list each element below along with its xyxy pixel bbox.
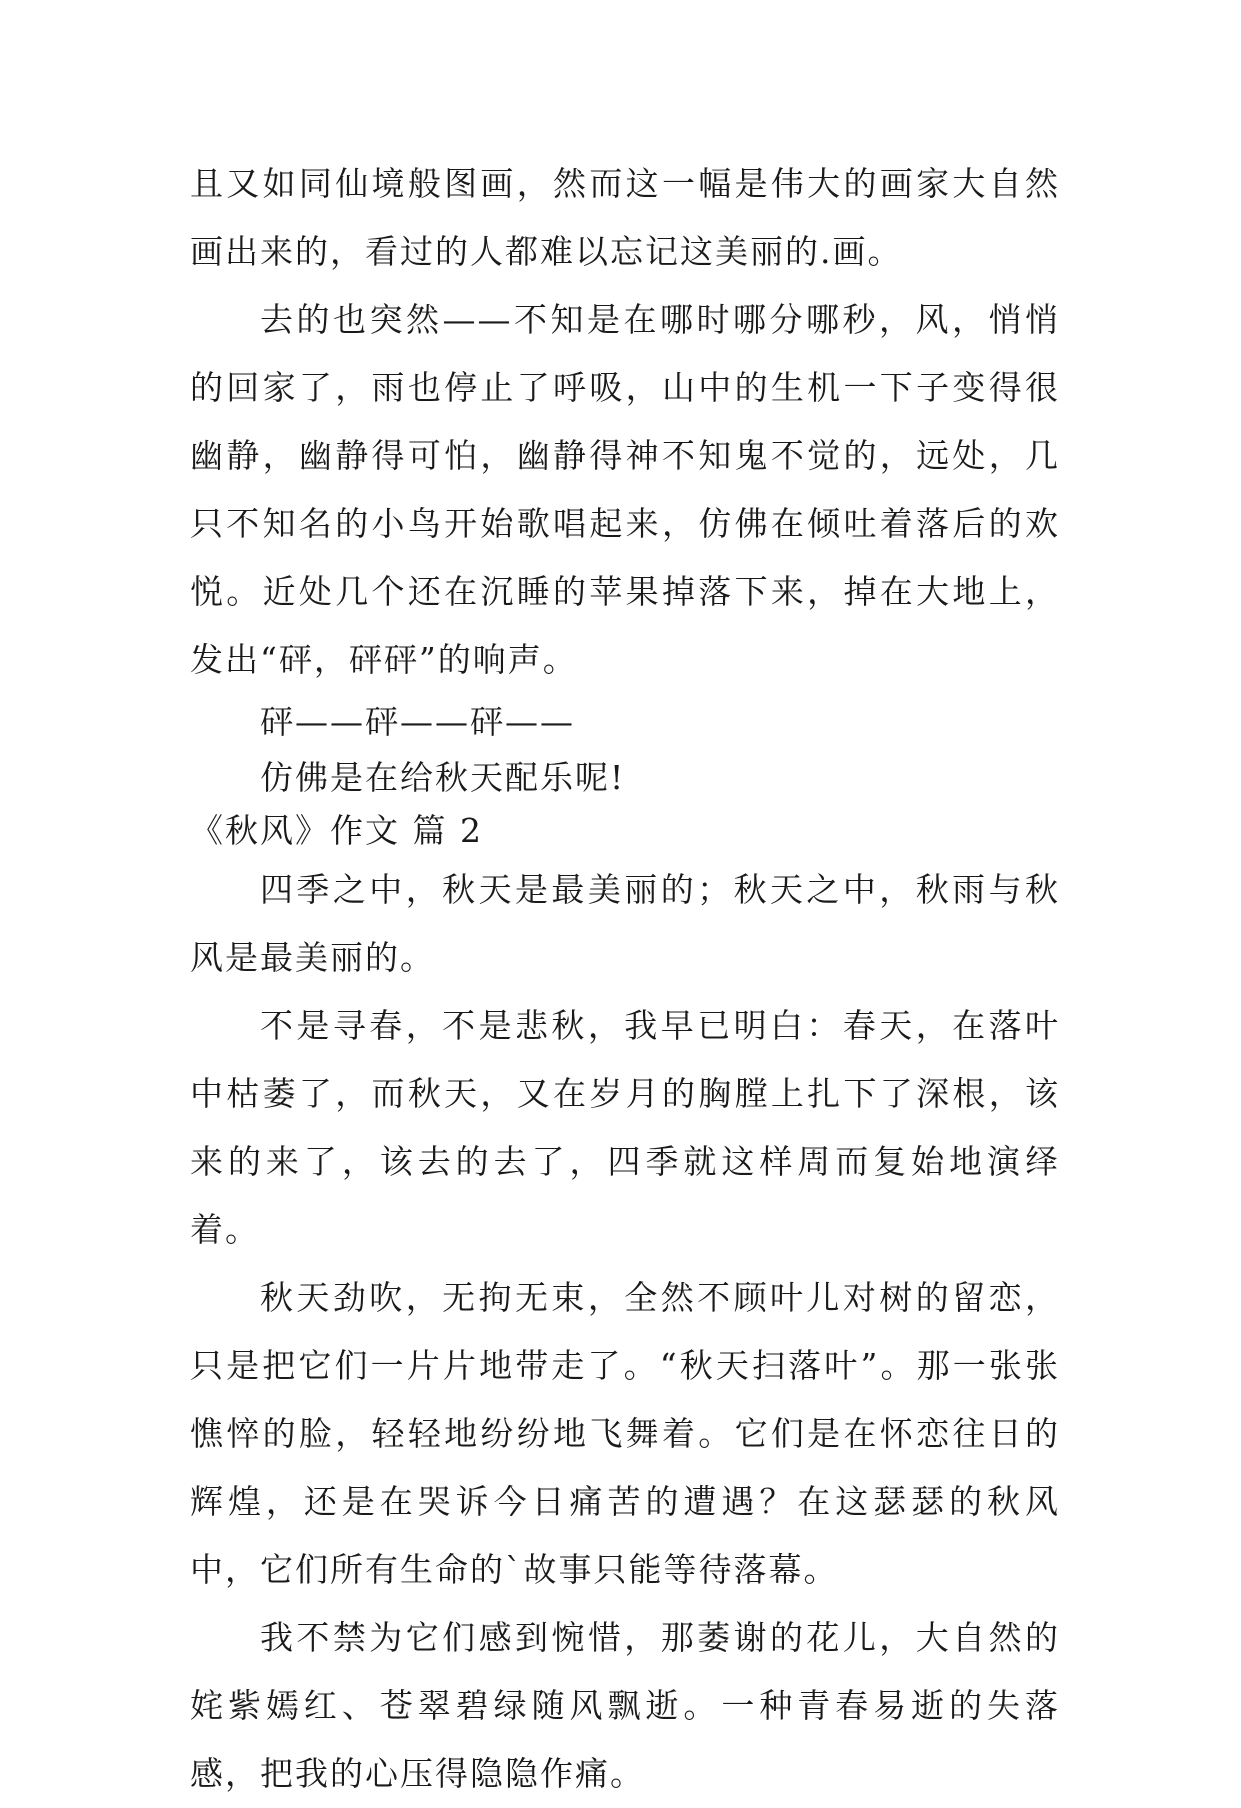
paragraph-music: 仿佛是在给秋天配乐呢! xyxy=(260,758,626,797)
essay-body xyxy=(190,150,1060,1808)
paragraph-not-spring: 不是寻春，不是悲秋，我早已明白：春天，在落叶中枯萎了，而秋天，又在岁月的胸膛上扎下了深根，该来的来了，该去的去了，四季就这样周而复始地演绎着。 xyxy=(190,1006,1060,1249)
section-heading: 《秋风》作文 篇 2 xyxy=(190,811,483,850)
paragraph-seasons: 四季之中，秋天是最美丽的；秋天之中，秋雨与秋风是最美丽的。 xyxy=(190,870,1060,977)
paragraph-autumn-wind: 秋天劲吹，无拘无束，全然不顾叶儿对树的留恋，只是把它们一片片地带走了。“秋天扫落叶”。那一张张憔悴的脸，轻轻地纷纷地飞舞着。它们是在怀恋往日的辉煌，还是在哭诉今日痛苦的遭遇？在这瑟瑟的秋风中，它们所有生命的`故事只能等待落幕。 xyxy=(190,1278,1060,1589)
paragraph-onomatopoeia: 砰——砰——砰—— xyxy=(260,702,575,741)
paragraph-continued: 且又如同仙境般图画，然而这一幅是伟大的画家大自然画出来的，看过的人都难以忘记这美丽的.画。 xyxy=(190,164,1060,271)
paragraph-sudden-end: 去的也突然——不知是在哪时哪分哪秒，风，悄悄的回家了，雨也停止了呼吸，山中的生机一下子变得很幽静，幽静得可怕，幽静得神不知鬼不觉的，远处，几只不知名的小鸟开始歌唱起来，仿佛在倾吐着落后的欢悦。近处几个还在沉睡的苹果掉落下来，掉在大地上，发出“砰，砰砰”的响声。 xyxy=(190,300,1060,679)
paragraph-regret: 我不禁为它们感到惋惜，那萎谢的花儿，大自然的姹紫嫣红、苍翠碧绿随风飘逝。一种青春易逝的失落感，把我的心压得隐隐作痛。 xyxy=(190,1618,1060,1793)
